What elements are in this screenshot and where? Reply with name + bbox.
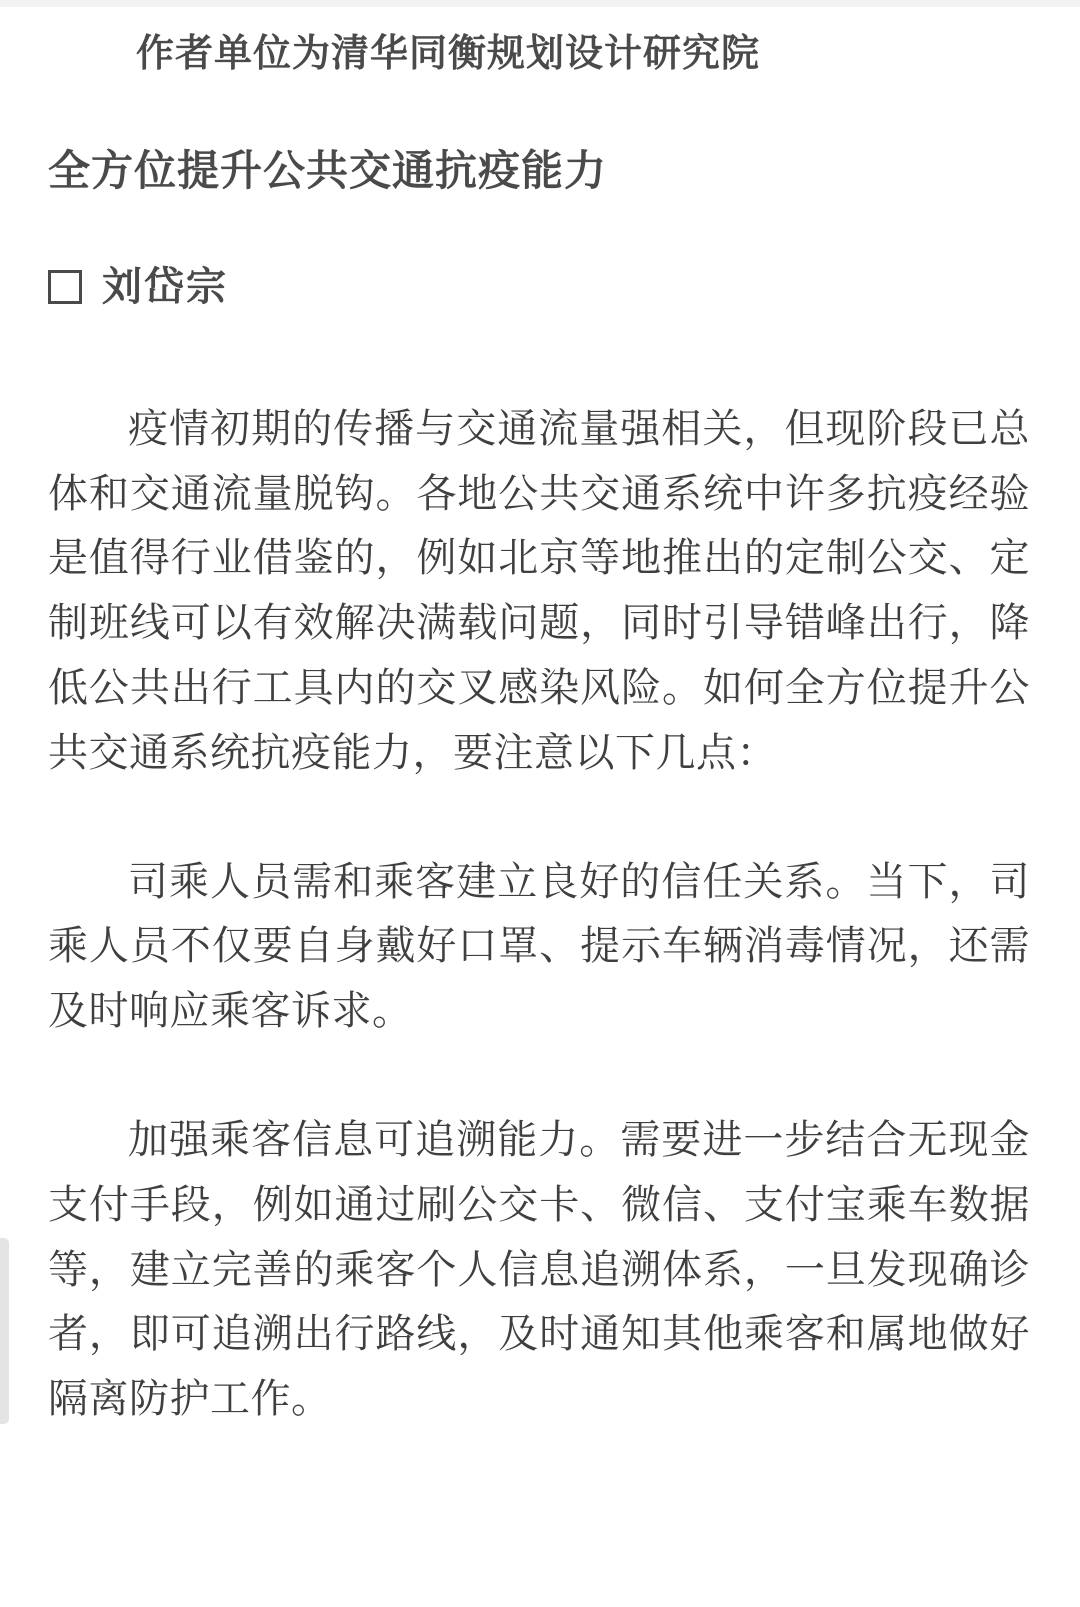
paragraph-1: 疫情初期的传播与交通流量强相关，但现阶段已总体和交通流量脱钩。各地公共交通系统中许多抗疫经验是值得行业借鉴的，例如北京等地推出的定制公交、定制班线可以有效解决满载问题，同时引导错峰出行，降低公共出行工具内的交叉感染风险。如何全方位提升公共交通系统抗疫能力，要注意以下几点： (48, 406, 1030, 775)
byline-author-name: 刘岱宗 (102, 264, 228, 309)
byline (48, 199, 1030, 313)
paragraph-3: 加强乘客信息可追溯能力。需要进一步结合无现金支付手段，例如通过刷公交卡、微信、支付宝乘车数据等，建立完善的乘客个人信息追溯体系，一旦发现确诊者，即可追溯出行路线，及时通知其他乘客和属地做好隔离防护工作。 (48, 1118, 1030, 1422)
author-affiliation: 作者单位为清华同衡规划设计研究院 (136, 33, 761, 75)
top-chrome-strip (0, 0, 1080, 7)
article-content (0, 7, 1080, 1432)
page-title: 全方位提升公共交通抗疫能力 (48, 147, 608, 195)
square-marker-icon (48, 270, 82, 304)
paragraph-2: 司乘人员需和乘客建立良好的信任关系。当下，司乘人员不仅要自身戴好口罩、提示车辆消毒情况，还需及时响应乘客诉求。 (48, 859, 1030, 1034)
